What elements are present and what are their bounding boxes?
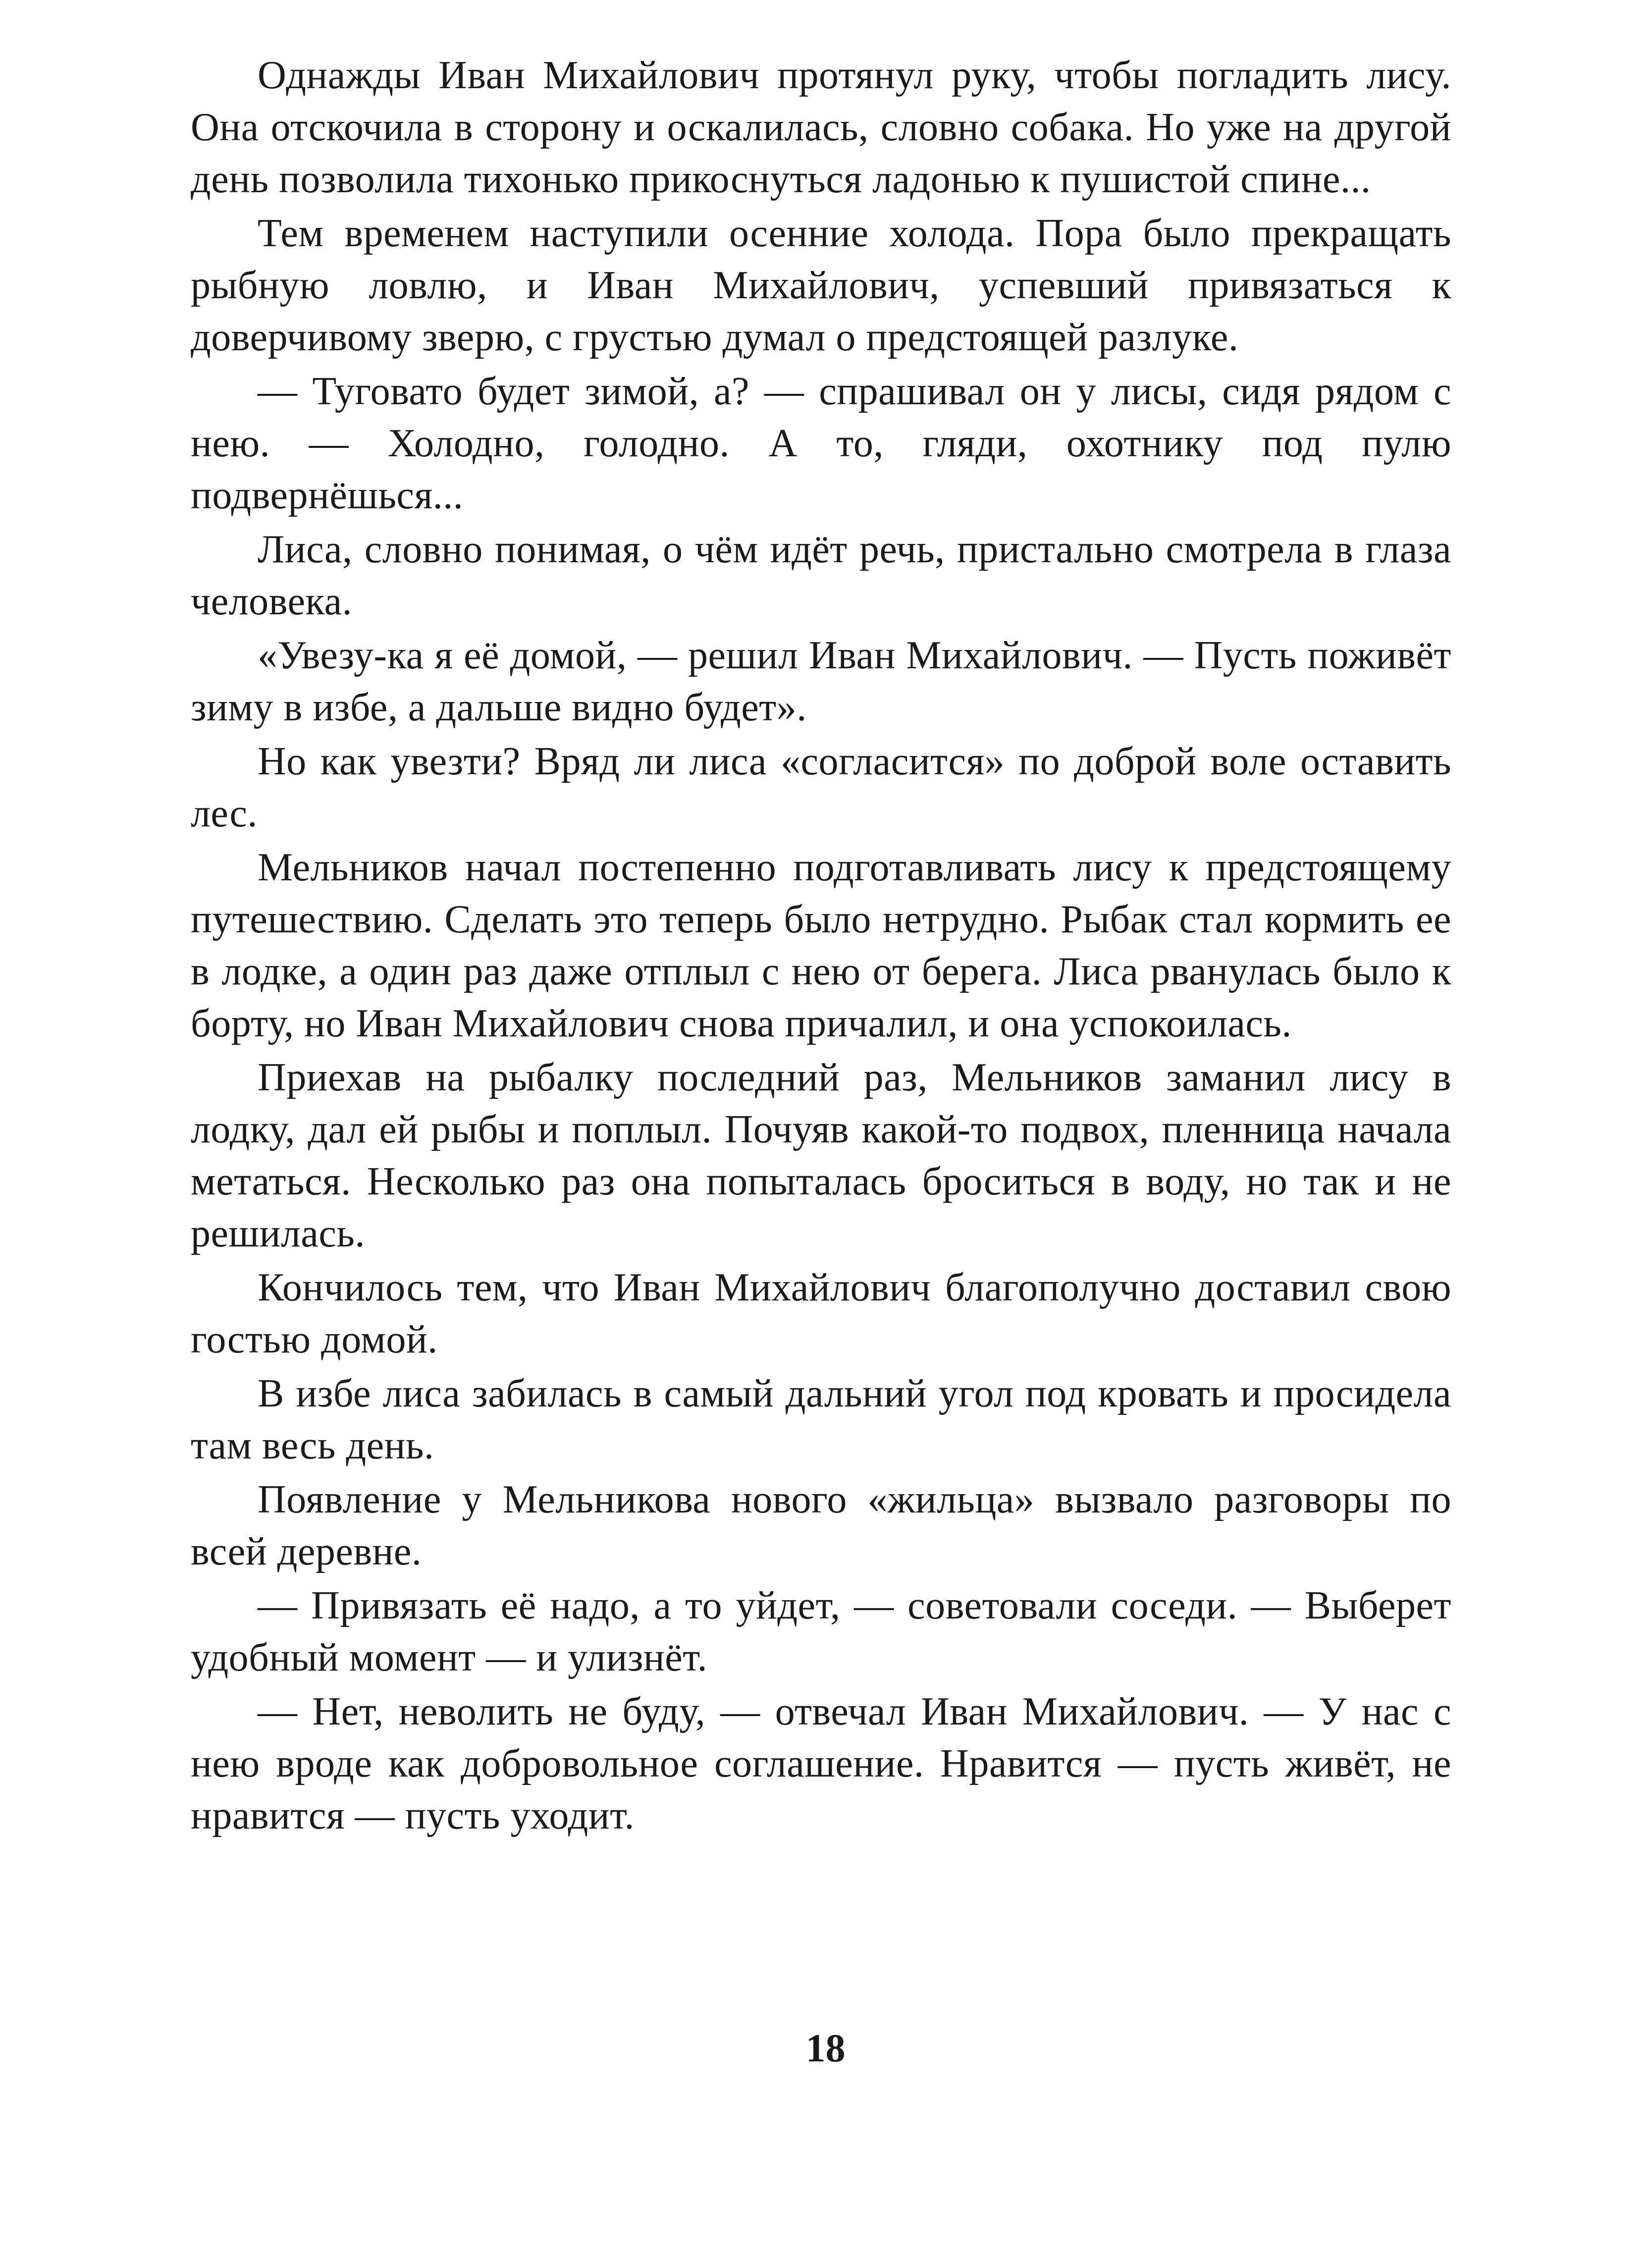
paragraph-4: Лиса, словно понимая, о чём идёт речь, пристально смотрела в глаза человека.	[191, 528, 1451, 623]
paragraph-9: Кончилось тем, что Иван Михайлович благополучно доставил свою гостью домой.	[191, 1266, 1451, 1361]
paragraph-5: «Увезу-ка я её домой, — решил Иван Михайлович. — Пусть поживёт зиму в избе, а дальше видно будет».	[191, 634, 1451, 729]
paragraph-12: — Привязать её надо, а то уйдет, — советовали соседи. — Выберет удобный момент — и улизнёт.	[191, 1584, 1451, 1679]
body-text	[191, 50, 1451, 1842]
paragraph-1: Однажды Иван Михайлович протянул руку, чтобы погладить лису. Она отскочила в сторону и оскалилась, словно собака. Но уже на другой день позволила тихонько прикоснуться ладонью к пушистой спине...	[191, 54, 1451, 201]
paragraph-11: Появление у Мельникова нового «жильца» вызвало разговоры по всей деревне.	[191, 1478, 1451, 1573]
paragraph-8: Приехав на рыбалку последний раз, Мельников заманил лису в лодку, дал ей рыбы и поплыл. Почуяв какой-то подвох, пленница начала метаться. Несколько раз она попыталась броситься в воду, но так и не решилась.	[191, 1056, 1451, 1255]
paragraph-10: В избе лиса забилась в самый дальний угол под кровать и просидела там весь день.	[191, 1372, 1451, 1467]
page-number: 18	[805, 2027, 846, 2070]
paragraph-3: — Туговато будет зимой, а? — спрашивал он у лисы, сидя рядом с нею. — Холодно, голодно. А то, гляди, охотнику под пулю подвернёшься...	[191, 370, 1451, 517]
paragraph-2: Тем временем наступили осенние холода. Пора было прекращать рыбную ловлю, и Иван Михайлович, успевший привязаться к доверчивому зверю, с грустью думал о предстоящей разлуке.	[191, 212, 1451, 359]
paragraph-6: Но как увезти? Вряд ли лиса «согласится» по доброй воле оставить лес.	[191, 740, 1451, 835]
paragraph-13: — Нет, неволить не буду, — отвечал Иван Михайлович. — У нас с нею вроде как добровольное соглашение. Нравится — пусть живёт, не нравится — пусть уходит.	[191, 1690, 1451, 1837]
paragraph-7: Мельников начал постепенно подготавливать лису к предстоящему путешествию. Сделать это теперь было нетрудно. Рыбак стал кормить ее в лодке, а один раз даже отплыл с нею от берега. Лиса рванулась было к борту, но Иван Михайлович снова причалил, и она успокоилась.	[191, 846, 1451, 1045]
